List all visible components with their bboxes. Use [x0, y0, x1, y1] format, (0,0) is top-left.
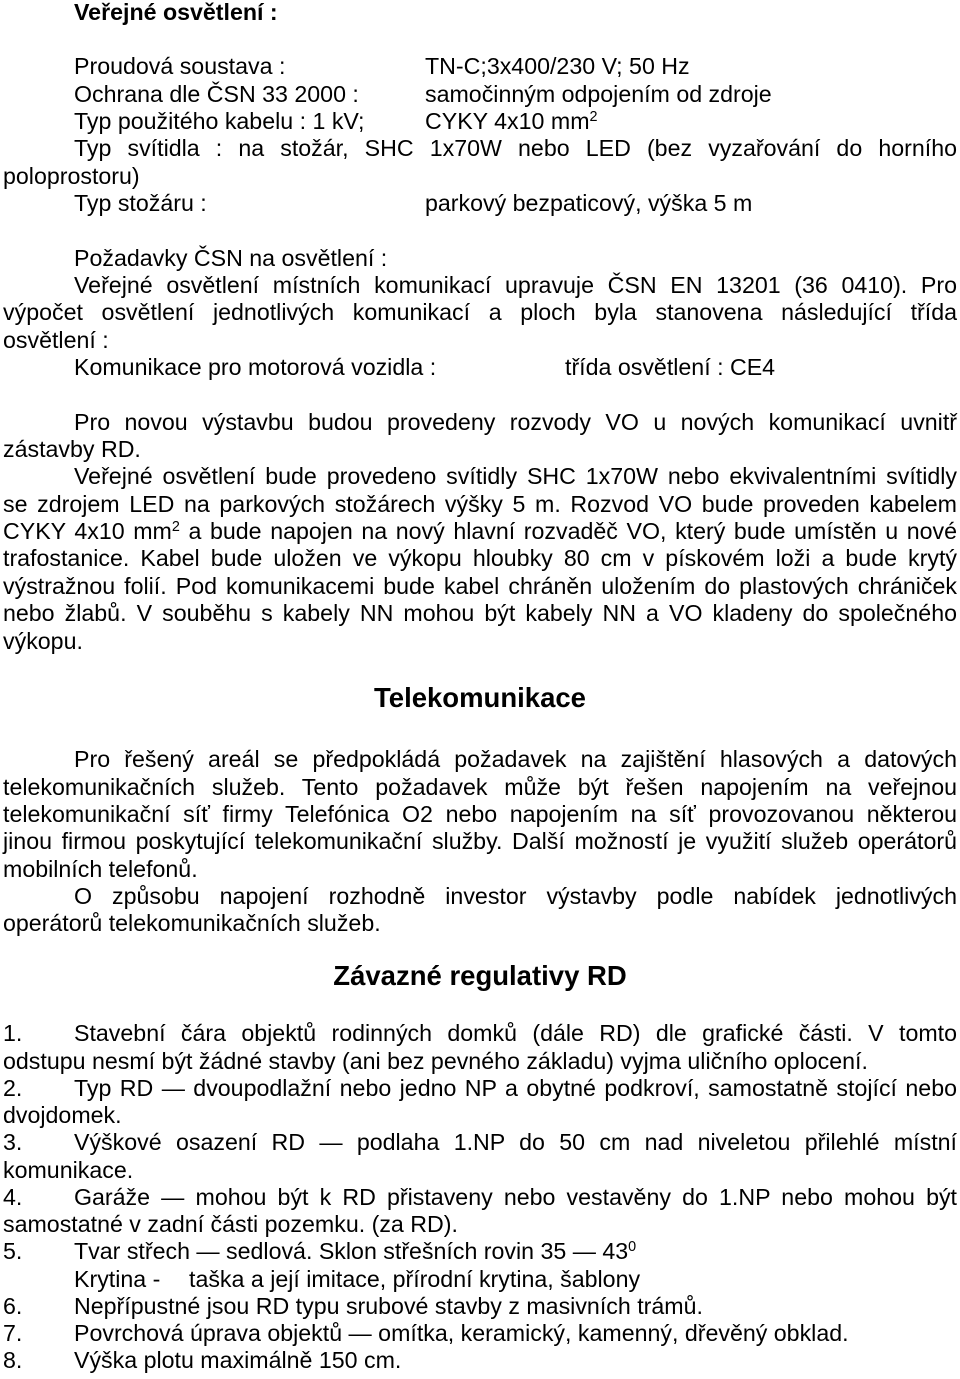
paragraph-line: výkopu. — [3, 627, 83, 654]
list-item — [3, 1347, 957, 1374]
list-item-continuation: komunikace. — [3, 1156, 134, 1183]
lighting-class-row — [3, 354, 957, 381]
paragraph-line: zástavby RD. — [3, 436, 141, 463]
spec-row-cable-type — [3, 108, 957, 135]
paragraph-line: jinou firmou poskytující telekomunikační služby. Další možností je využití služeb operátorů — [3, 828, 957, 855]
lighting-class-value: třída osvětlení : CE4 — [565, 354, 776, 381]
spacer — [3, 381, 957, 408]
list-item — [3, 1184, 957, 1211]
paragraph-line: nebo žlabů. V souběhu s kabely NN mohou být kabely NN a VO kladeny do společného — [3, 600, 957, 627]
list-item — [3, 1320, 957, 1347]
list-item-text: Garáže — mohou být k RD přistaveny nebo vestavěny do 1.NP nebo mohou být — [74, 1183, 957, 1210]
luminaire-type-line: poloprostoru) — [3, 162, 140, 189]
paragraph-line: O způsobu napojení rozhodně investor výstavby podle nabídek jednotlivých — [74, 883, 957, 910]
section-title-regulations: Závazné regulativy RD — [333, 960, 627, 991]
list-item-text: Nepřípustné jsou RD typu srubové stavby z masivních trámů. — [74, 1292, 703, 1319]
list-item — [3, 1238, 957, 1265]
list-item-text: Tvar střech — sedlová. Sklon střešních rovin 35 — 43 — [74, 1238, 629, 1265]
spec-row-protection — [3, 81, 957, 108]
paragraph-line — [3, 518, 957, 545]
list-item-number: 1. — [3, 1020, 23, 1047]
list-item-text: Povrchová úprava objektů — omítka, keramický, kamenný, dřevěný obklad. — [74, 1320, 849, 1347]
paragraph-line: operátorů telekomunikačních služeb. — [3, 910, 381, 937]
spec-value: TN-C;3x400/230 V; 50 Hz — [425, 53, 690, 80]
list-item-continuation: odstupu nesmí být žádné stavby (ani bez pevného základu) vyjma uličního oplocení. — [3, 1047, 868, 1074]
spec-label: Ochrana dle ČSN 33 2000 : — [74, 80, 359, 107]
paragraph-line: telekomunikační síť firmy Telefónica O2 nebo napojením na síť provozovanou některou — [3, 800, 957, 827]
list-item — [3, 1293, 957, 1320]
list-item-number: 8. — [3, 1347, 23, 1374]
list-item-text: Typ RD — dvoupodlažní nebo jedno NP a obytné podkroví, samostatně stojící nebo — [74, 1074, 957, 1101]
list-item-number: 4. — [3, 1183, 23, 1210]
list-item-number: 7. — [3, 1320, 23, 1347]
list-item — [3, 1020, 957, 1047]
list-item-number: 5. — [3, 1238, 23, 1265]
spacer — [3, 217, 957, 244]
list-item-text: Výška plotu maximálně 150 cm. — [74, 1347, 402, 1374]
list-item-continuation: samostatné v zadní části pozemku. (za RD). — [3, 1211, 458, 1238]
paragraph-line: telekomunikačních služeb. Tento požadavek může být řešen napojením na veřejnou — [3, 773, 957, 800]
list-item-text: Výškové osazení RD — podlaha 1.NP do 50 cm nad niveletou přilehlé místní — [74, 1129, 957, 1156]
cable-text-rest: a bude napojen na nový hlavní rozvaděč VO, který bude umístěn u nové — [179, 518, 958, 545]
list-item-number: 6. — [3, 1292, 23, 1319]
road-type-label: Komunikace pro motorová vozidla : — [74, 354, 437, 381]
paragraph-line: trafostanice. Kabel bude uložen ve výkopu hloubky 80 cm v pískovém loži a bude krytý — [3, 545, 957, 572]
paragraph-line: osvětlení : — [3, 326, 109, 353]
spec-value — [425, 108, 598, 135]
list-item-number: 2. — [3, 1074, 23, 1101]
public-lighting-section — [3, 53, 957, 655]
spec-label: Typ stožáru : — [74, 190, 207, 217]
luminaire-type-line: Typ svítidla : na stožár, SHC 1x70W nebo LED (bez vyzařování do horního — [74, 135, 957, 162]
section-title-public-lighting: Veřejné osvětlení : — [74, 0, 278, 25]
spec-label: Proudová soustava : — [74, 53, 286, 80]
paragraph-line: výstražnou folií. Pod komunikacemi bude kabel chráněn uložením do plastových chrániček — [3, 572, 957, 599]
spec-row-pole-type — [3, 190, 957, 217]
roofing-row — [3, 1266, 957, 1293]
spec-label: Typ použitého kabelu : 1 kV; — [74, 107, 365, 134]
paragraph-line: Veřejné osvětlení místních komunikací upravuje ČSN EN 13201 (36 0410). Pro — [74, 272, 957, 299]
list-item — [3, 1075, 957, 1102]
list-item — [3, 1129, 957, 1156]
paragraph-line: Veřejné osvětlení bude provedeno svítidly SHC 1x70W nebo ekvivalentními svítidly — [74, 463, 957, 490]
spec-value: parkový bezpaticový, výška 5 m — [425, 190, 753, 217]
requirements-heading: Požadavky ČSN na osvětlení : — [74, 244, 388, 271]
section-title-telecom: Telekomunikace — [374, 682, 586, 713]
cable-text: CYKY 4x10 mm — [3, 518, 172, 545]
list-item-continuation: dvojdomek. — [3, 1102, 122, 1129]
regulations-list — [3, 1020, 957, 1374]
spec-value: samočinným odpojením od zdroje — [425, 80, 772, 107]
list-item-number: 3. — [3, 1129, 23, 1156]
paragraph-line: Pro novou výstavbu budou provedeny rozvody VO u nových komunikací uvnitř — [74, 408, 957, 435]
superscript: 0 — [628, 1239, 637, 1256]
superscript: 2 — [171, 519, 180, 536]
paragraph-line: výpočet osvětlení jednotlivých komunikací a ploch byla stanovena následující třída — [3, 299, 957, 326]
roofing-value: taška a její imitace, přírodní krytina, šablony — [189, 1265, 641, 1292]
paragraph-line: se zdrojem LED na parkových stožárech výšky 5 m. Rozvod VO bude proveden kabelem — [3, 490, 957, 517]
telecom-section — [3, 746, 957, 937]
paragraph-line: Pro řešený areál se předpokládá požadavek na zajištění hlasových a datových — [74, 746, 957, 773]
superscript: 2 — [589, 109, 598, 126]
list-item-text: Stavební čára objektů rodinných domků (dále RD) dle grafické části. V tomto — [74, 1020, 957, 1047]
spec-value-text: CYKY 4x10 mm — [425, 107, 590, 134]
paragraph-line: mobilních telefonů. — [3, 855, 198, 882]
roofing-label: Krytina - — [74, 1265, 161, 1292]
spec-row-current-system — [3, 53, 957, 80]
